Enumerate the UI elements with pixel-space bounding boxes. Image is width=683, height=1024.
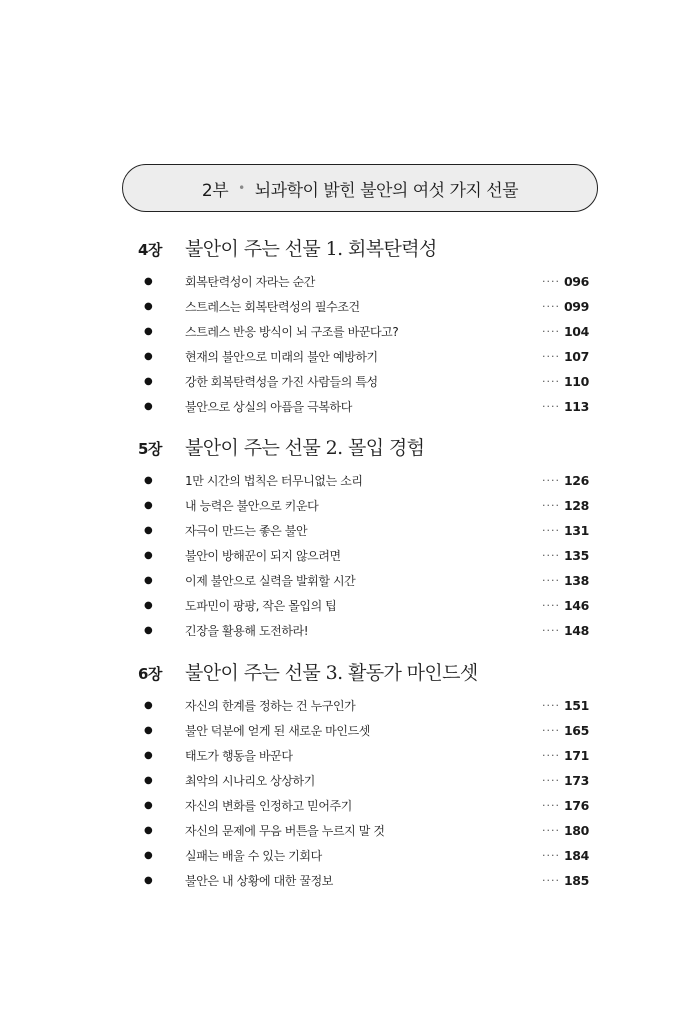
dot-leader: ····: [542, 624, 560, 637]
chapter-title: 불안이 주는 선물 1. 회복탄력성: [185, 238, 437, 260]
bullet-icon: ●: [144, 800, 153, 811]
bullet-icon: ●: [144, 276, 153, 287]
toc-entry[interactable]: [138, 269, 588, 294]
chapter-5: [138, 433, 588, 643]
entry-title: 스트레스 반응 방식이 뇌 구조를 바꾼다고?: [185, 325, 399, 339]
dot-leader: ····: [542, 275, 560, 288]
chapter-title: 불안이 주는 선물 2. 몰입 경험: [185, 437, 425, 459]
page-number: 165: [564, 723, 589, 738]
bullet-icon: ●: [144, 401, 153, 412]
chapter-6: [138, 658, 588, 893]
toc-entry[interactable]: [138, 344, 588, 369]
dot-leader: ····: [542, 474, 560, 487]
chapter-heading: [138, 234, 588, 262]
dot-leader: ····: [542, 699, 560, 712]
page-number: 126: [564, 473, 589, 488]
page-number: 176: [564, 798, 589, 813]
page-number: 107: [564, 349, 589, 364]
chapter-items: [138, 693, 588, 893]
page-number: 184: [564, 848, 589, 863]
bullet-icon: ●: [144, 500, 153, 511]
toc-entry[interactable]: [138, 818, 588, 843]
page-number: 171: [564, 748, 589, 763]
bullet-icon: ●: [144, 775, 153, 786]
chapter-items: [138, 269, 588, 419]
toc-entry[interactable]: [138, 468, 588, 493]
bullet-icon: ●: [144, 525, 153, 536]
chapter-number: 5장: [138, 440, 162, 458]
toc-entry[interactable]: [138, 294, 588, 319]
bullet-icon: ●: [144, 351, 153, 362]
toc-entry[interactable]: [138, 568, 588, 593]
toc-entry[interactable]: [138, 868, 588, 893]
chapter-number: 6장: [138, 665, 162, 683]
toc-entry[interactable]: [138, 743, 588, 768]
page-number: 185: [564, 873, 589, 888]
page-number: 096: [564, 274, 589, 289]
page-number: 131: [564, 523, 589, 538]
chapter-heading: [138, 433, 588, 461]
dot-leader: ····: [542, 549, 560, 562]
entry-title: 자신의 문제에 무음 버튼을 누르지 말 것: [185, 824, 385, 838]
dot-leader: ····: [542, 350, 560, 363]
page-number: 099: [564, 299, 589, 314]
toc-entry[interactable]: [138, 693, 588, 718]
entry-title: 자극이 만드는 좋은 불안: [185, 524, 308, 538]
dot-leader: ····: [542, 375, 560, 388]
entry-title: 1만 시간의 법칙은 터무니없는 소리: [185, 474, 363, 488]
page-number: 180: [564, 823, 589, 838]
dot-leader: ····: [542, 824, 560, 837]
part-header: [122, 164, 598, 212]
entry-title: 도파민이 팡팡, 작은 몰입의 팁: [185, 599, 337, 613]
entry-title: 자신의 한계를 정하는 건 누구인가: [185, 699, 356, 713]
toc-entry[interactable]: [138, 768, 588, 793]
toc-entry[interactable]: [138, 518, 588, 543]
dot-leader: ····: [542, 400, 560, 413]
entry-title: 스트레스는 회복탄력성의 필수조건: [185, 300, 360, 314]
bullet-icon: ●: [144, 875, 153, 886]
entry-title: 자신의 변화를 인정하고 믿어주기: [185, 799, 352, 813]
dot-leader: ····: [542, 499, 560, 512]
toc-entry[interactable]: [138, 319, 588, 344]
bullet-icon: ●: [144, 301, 153, 312]
entry-title: 이제 불안으로 실력을 발휘할 시간: [185, 574, 356, 588]
entry-title: 긴장을 활용해 도전하라!: [185, 624, 309, 638]
bullet-icon: ●: [144, 850, 153, 861]
dot-leader: ····: [542, 799, 560, 812]
part-title: 뇌과학이 밝힌 불안의 여섯 가지 선물: [254, 180, 519, 201]
page-number: 151: [564, 698, 589, 713]
toc-entry[interactable]: [138, 493, 588, 518]
bullet-icon: ●: [144, 376, 153, 387]
page-number: 173: [564, 773, 589, 788]
dot-leader: ····: [542, 300, 560, 313]
entry-title: 최악의 시나리오 상상하기: [185, 774, 315, 788]
entry-title: 불안은 내 상황에 대한 꿀정보: [185, 874, 333, 888]
toc-entry[interactable]: [138, 369, 588, 394]
entry-title: 회복탄력성이 자라는 순간: [185, 275, 315, 289]
dot-leader: ····: [542, 874, 560, 887]
bullet-icon: ●: [144, 750, 153, 761]
toc-entry[interactable]: [138, 593, 588, 618]
dot-leader: ····: [542, 774, 560, 787]
toc-entry[interactable]: [138, 793, 588, 818]
bullet-icon: ●: [144, 625, 153, 636]
part-label: 2부: [201, 180, 229, 201]
dot-leader: ····: [542, 524, 560, 537]
entry-title: 태도가 행동을 바꾼다: [185, 749, 293, 763]
chapter-4: [138, 234, 588, 419]
dot-leader: ····: [542, 325, 560, 338]
entry-title: 현재의 불안으로 미래의 불안 예방하기: [185, 350, 378, 364]
dot-leader: ····: [542, 749, 560, 762]
chapter-number: 4장: [138, 241, 162, 259]
chapter-items: [138, 468, 588, 643]
dot-leader: ····: [542, 849, 560, 862]
page-number: 148: [564, 623, 589, 638]
bullet-icon: ●: [144, 825, 153, 836]
bullet-icon: ●: [144, 575, 153, 586]
part-separator-dot: •: [238, 181, 245, 195]
toc-entry[interactable]: [138, 618, 588, 643]
entry-title: 불안 덕분에 얻게 된 새로운 마인드셋: [185, 724, 370, 738]
toc-entry[interactable]: [138, 543, 588, 568]
page-number: 146: [564, 598, 589, 613]
toc-entry[interactable]: [138, 843, 588, 868]
chapter-heading: [138, 658, 588, 686]
page-number: 110: [564, 374, 589, 389]
toc-entry[interactable]: [138, 718, 588, 743]
bullet-icon: ●: [144, 326, 153, 337]
entry-title: 실패는 배울 수 있는 기회다: [185, 849, 322, 863]
page-number: 135: [564, 548, 589, 563]
page-number: 128: [564, 498, 589, 513]
chapter-title: 불안이 주는 선물 3. 활동가 마인드셋: [185, 662, 478, 684]
bullet-icon: ●: [144, 600, 153, 611]
entry-title: 내 능력은 불안으로 키운다: [185, 499, 319, 513]
dot-leader: ····: [542, 724, 560, 737]
page-number: 104: [564, 324, 589, 339]
dot-leader: ····: [542, 599, 560, 612]
bullet-icon: ●: [144, 550, 153, 561]
page-number: 138: [564, 573, 589, 588]
entry-title: 불안으로 상실의 아픔을 극복하다: [185, 400, 352, 414]
toc-entry[interactable]: [138, 394, 588, 419]
bullet-icon: ●: [144, 700, 153, 711]
entry-title: 강한 회복탄력성을 가진 사람들의 특성: [185, 375, 378, 389]
bullet-icon: ●: [144, 475, 153, 486]
page-number: 113: [564, 399, 589, 414]
entry-title: 불안이 방해꾼이 되지 않으려면: [185, 549, 341, 563]
dot-leader: ····: [542, 574, 560, 587]
bullet-icon: ●: [144, 725, 153, 736]
